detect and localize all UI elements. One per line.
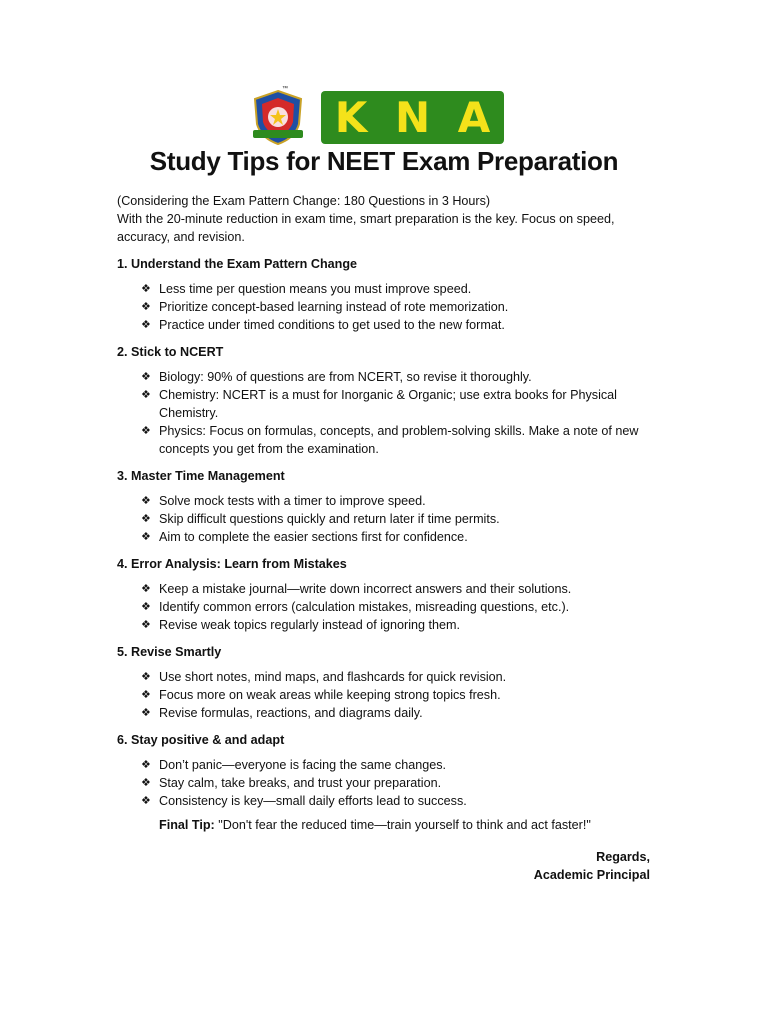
list-item-text: Focus more on weak areas while keeping strong topics fresh. — [159, 688, 501, 702]
diamond-bullet-icon: ❖ — [141, 371, 151, 383]
list-item-text: Use short notes, mind maps, and flashcards for quick revision. — [159, 670, 507, 684]
diamond-bullet-icon: ❖ — [141, 389, 151, 401]
list-item-text: Solve mock tests with a timer to improve speed. — [159, 494, 426, 508]
tip-section — [117, 555, 657, 634]
list-item-text: Skip difficult questions quickly and return later if time permits. — [159, 512, 500, 526]
diamond-bullet-icon: ❖ — [141, 689, 151, 701]
list-item-text: Biology: 90% of questions are from NCERT, so revise it thoroughly. — [159, 370, 532, 384]
final-tip-text: "Don't fear the reduced time—train yourself to think and act faster!" — [214, 818, 591, 832]
diamond-bullet-icon: ❖ — [141, 425, 151, 437]
tip-list — [117, 756, 657, 810]
diamond-bullet-icon: ❖ — [141, 601, 151, 613]
list-item — [141, 316, 657, 334]
tip-list — [117, 280, 657, 334]
list-item — [141, 422, 657, 458]
diamond-bullet-icon: ❖ — [141, 583, 151, 595]
diamond-bullet-icon: ❖ — [141, 301, 151, 313]
tip-section — [117, 467, 657, 546]
diamond-bullet-icon: ❖ — [141, 707, 151, 719]
diamond-bullet-icon: ❖ — [141, 495, 151, 507]
kna-wordmark — [321, 91, 504, 144]
signatory-title: Academic Principal — [533, 868, 650, 882]
list-item — [141, 792, 657, 810]
intro-subtitle: (Considering the Exam Pattern Change: 180 Questions in 3 Hours) — [117, 194, 491, 208]
list-item — [141, 704, 657, 722]
list-item-text: Prioritize concept-based learning instead of rote memorization. — [159, 300, 509, 314]
tip-section — [117, 343, 657, 458]
diamond-bullet-icon: ❖ — [141, 777, 151, 789]
tip-list — [117, 580, 657, 634]
diamond-bullet-icon: ❖ — [141, 319, 151, 331]
intro — [117, 192, 657, 246]
regards-text: Regards, — [596, 850, 650, 864]
section-heading: 5. Revise Smartly — [117, 645, 222, 659]
final-tip — [159, 816, 657, 834]
page-title: Study Tips for NEET Exam Preparation — [149, 146, 619, 176]
logo-letter-k: K — [334, 92, 368, 142]
list-item — [141, 280, 657, 298]
list-item-text: Physics: Focus on formulas, concepts, and problem-solving skills. Make a note of new concepts you get from the examination. — [159, 424, 639, 456]
section-heading: 6. Stay positive & and adapt — [117, 733, 285, 747]
list-item-text: Keep a mistake journal—write down incorrect answers and their solutions. — [159, 582, 572, 596]
list-item — [141, 298, 657, 316]
list-item-text: Practice under timed conditions to get used to the new format. — [159, 318, 505, 332]
list-item-text: Stay calm, take breaks, and trust your preparation. — [159, 776, 442, 790]
list-item — [141, 616, 657, 634]
diamond-bullet-icon: ❖ — [141, 513, 151, 525]
tip-section — [117, 255, 657, 334]
list-item-text: Aim to complete the easier sections first for confidence. — [159, 530, 468, 544]
diamond-bullet-icon: ❖ — [141, 619, 151, 631]
list-item — [141, 598, 657, 616]
tip-list — [117, 668, 657, 722]
document-body — [117, 192, 657, 834]
diamond-bullet-icon: ❖ — [141, 671, 151, 683]
diamond-bullet-icon: ❖ — [141, 283, 151, 295]
list-item — [141, 492, 657, 510]
intro-text: With the 20-minute reduction in exam time, smart preparation is the key. Focus on speed, accuracy, and revision. — [117, 212, 615, 244]
section-heading: 4. Error Analysis: Learn from Mistakes — [117, 557, 347, 571]
tip-list — [117, 368, 657, 458]
tip-section — [117, 731, 657, 810]
kna-logo — [249, 88, 307, 146]
list-item — [141, 756, 657, 774]
list-item-text: Revise formulas, reactions, and diagrams daily. — [159, 706, 423, 720]
final-tip-label: Final Tip: — [159, 818, 215, 832]
list-item-text: Identify common errors (calculation mistakes, misreading questions, etc.). — [159, 600, 570, 614]
list-item — [141, 580, 657, 598]
list-item — [141, 774, 657, 792]
list-item — [141, 528, 657, 546]
logo-letter-n: N — [394, 92, 431, 142]
trademark-symbol: ™ — [282, 86, 288, 92]
list-item-text: Less time per question means you must improve speed. — [159, 282, 472, 296]
list-item — [141, 668, 657, 686]
tip-list — [117, 492, 657, 546]
list-item-text: Consistency is key—small daily efforts lead to success. — [159, 794, 467, 808]
list-item — [141, 368, 657, 386]
diamond-bullet-icon: ❖ — [141, 531, 151, 543]
diamond-bullet-icon: ❖ — [141, 759, 151, 771]
list-item-text: Chemistry: NCERT is a must for Inorganic & Organic; use extra books for Physical Chemistry. — [159, 388, 617, 420]
list-item — [141, 686, 657, 704]
section-heading: 1. Understand the Exam Pattern Change — [117, 257, 358, 271]
academy-shield-emblem-icon — [249, 88, 307, 146]
tips-sections — [117, 255, 657, 810]
section-heading: 2. Stick to NCERT — [117, 345, 224, 359]
list-item — [141, 386, 657, 422]
signoff — [534, 848, 650, 884]
diamond-bullet-icon: ❖ — [141, 795, 151, 807]
logo-letter-a: A — [457, 92, 491, 142]
list-item — [141, 510, 657, 528]
list-item-text: Revise weak topics regularly instead of ignoring them. — [159, 618, 461, 632]
section-heading: 3. Master Time Management — [117, 469, 285, 483]
list-item-text: Don’t panic—everyone is facing the same changes. — [159, 758, 447, 772]
tip-section — [117, 643, 657, 722]
